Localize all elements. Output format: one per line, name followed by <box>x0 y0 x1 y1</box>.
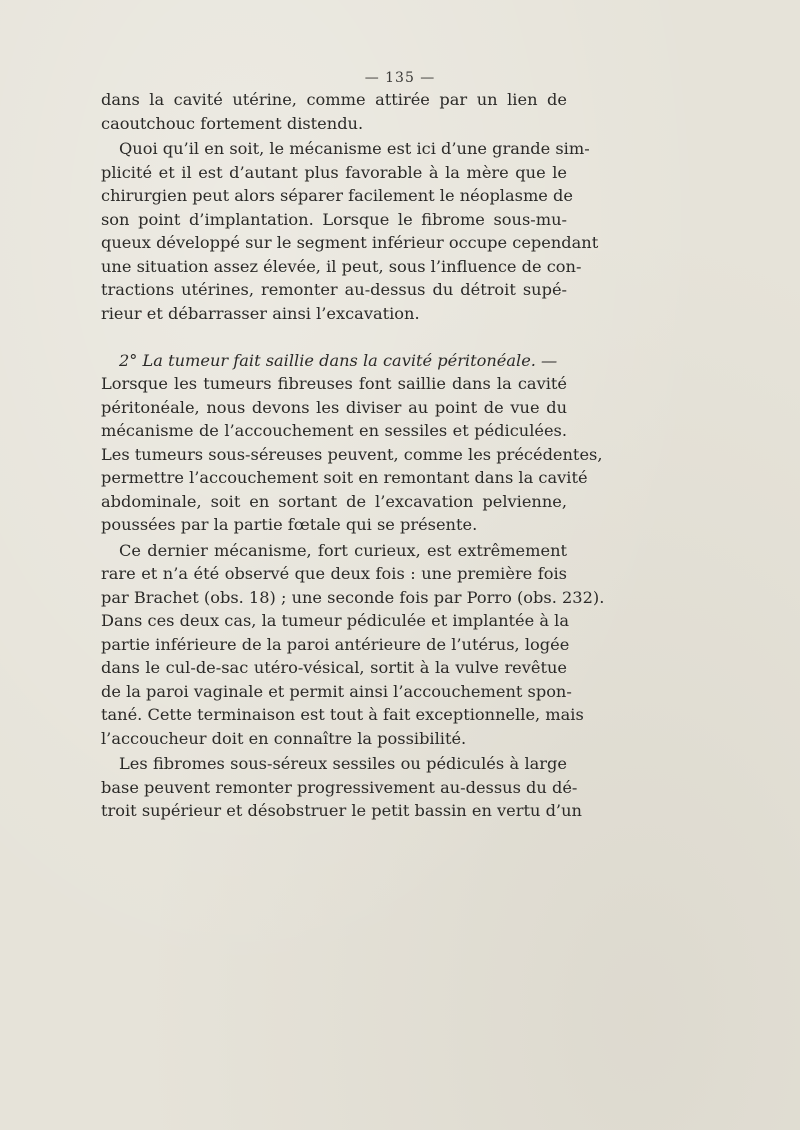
section-heading: 2° La tumeur fait saillie dans la cavité péritonéale. — <box>119 350 558 370</box>
text-line: rare et n’a été observé que deux fois : une première fois <box>101 564 567 583</box>
paragraph-5 <box>101 752 582 823</box>
text-line: plicité et il est d’autant plus favorable à la mère que le <box>101 162 567 182</box>
text-line: péritonéale, nous devons les diviser au point de vue du <box>101 397 567 417</box>
paragraph-1 <box>101 88 567 135</box>
text-line: de la paroi vaginale et permit ainsi l’accouchement spon- <box>101 681 572 701</box>
text-line: Les tumeurs sous-séreuses peuvent, comme les précédentes, <box>101 444 603 464</box>
text-line: dans le cul-de-sac utéro-vésical, sortit à la vulve revêtue <box>101 658 567 677</box>
text-line: troit supérieur et désobstruer le petit bassin en vertu d’un <box>101 801 582 820</box>
text-line: Lorsque les tumeurs fibreuses font saillie dans la cavité <box>101 374 567 393</box>
text-line: permettre l’accouchement soit en remontant dans la cavité <box>101 468 588 487</box>
text-line: mécanisme de l’accouchement en sessiles et pédiculées. <box>101 421 567 440</box>
text-line: Quoi qu’il en soit, le mécanisme est ici d’une grande sim- <box>119 139 590 158</box>
text-line: rieur et débarrasser ainsi l’excavation. <box>101 303 420 323</box>
paragraph-4 <box>101 539 605 751</box>
text-line: caoutchouc fortement distendu. <box>101 113 364 133</box>
text-line: l’accoucheur doit en connaître la possibilité. <box>101 728 467 748</box>
text-line: son point d’implantation. Lorsque le fibrome sous-mu- <box>101 209 567 229</box>
body-text <box>101 88 605 823</box>
text-line: Les fibromes sous-séreux sessiles ou pédiculés à large <box>119 754 567 773</box>
text-line: Ce dernier mécanisme, fort curieux, est extrêmement <box>119 540 567 560</box>
text-line: par Brachet (obs. 18) ; une seconde fois par Porro (obs. 232). <box>101 587 605 607</box>
text-line: base peuvent remonter progressivement au-dessus du dé- <box>101 777 578 797</box>
text-line: Dans ces deux cas, la tumeur pédiculée et implantée à la <box>101 611 569 630</box>
text-line: chirurgien peut alors séparer facilement le néoplasme de <box>101 186 573 205</box>
text-line: partie inférieure de la paroi antérieure de l’utérus, logée <box>101 634 570 654</box>
paragraph-3 <box>101 349 603 537</box>
text-line: tractions utérines, remonter au-dessus du détroit supé- <box>101 280 567 299</box>
text-line: abdominale, soit en sortant de l’excavation pelvienne, <box>101 491 567 511</box>
text-line: queux développé sur le segment inférieur occupe cependant <box>101 233 599 252</box>
paragraph-2 <box>101 137 599 325</box>
page-number: — 135 — <box>364 70 436 86</box>
text-line: une situation assez élevée, il peut, sous l’influence de con- <box>101 256 582 276</box>
text-line: dans la cavité utérine, comme attirée par un lien de <box>101 90 567 109</box>
text-line: poussées par la partie fœtale qui se présente. <box>101 515 478 534</box>
text-line: tané. Cette terminaison est tout à fait exceptionnelle, mais <box>101 705 584 724</box>
